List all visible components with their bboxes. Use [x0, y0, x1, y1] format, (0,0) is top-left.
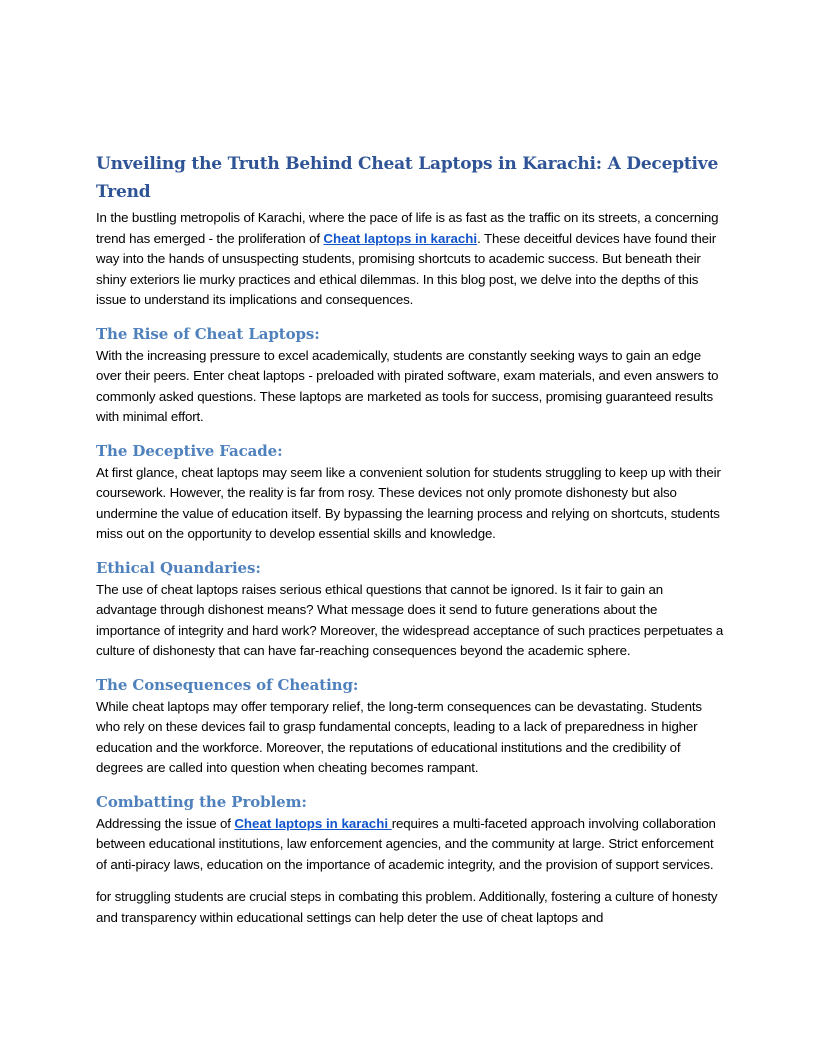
- intro-text-before: In the bustling metropolis of Karachi, where the pace of life is as fast as the traffic on its streets, a concerning trend has emerged - the proliferation of: [96, 210, 719, 246]
- combatting-text-before: Addressing the issue of: [96, 815, 235, 831]
- section-heading-consequences: The Consequences of Cheating:: [96, 675, 359, 694]
- section-heading-ethics: Ethical Quandaries:: [96, 558, 261, 577]
- intro-paragraph: [96, 208, 724, 311]
- combatting-continuation: for struggling students are crucial steps in combating this problem. Additionally, fostering a culture of honesty and transparency within educational settings can help deter the use of cheat laptops and: [96, 889, 718, 925]
- section-body-rise: With the increasing pressure to excel academically, students are constantly seeking ways to gain an edge over their peers. Enter cheat laptops - preloaded with pirated software, exam materials, and even answers to commonly asked questions. These laptops are marketed as tools for success, promising guaranteed results with minimal effort.: [96, 347, 719, 424]
- section-body-facade: At first glance, cheat laptops may seem like a convenient solution for students struggling to keep up with their coursework. However, the reality is far from rosy. These devices not only promote dishonesty but also undermine the value of education itself. By bypassing the learning process and relying on shortcuts, students miss out on the opportunity to develop essential skills and knowledge.: [96, 464, 721, 541]
- intro-text-after: . These deceitful devices have found their way into the hands of unsuspecting students, promising shortcuts to academic success. But beneath their shiny exteriors lie murky practices and ethical dilemmas. In this blog post, we delve into the depths of this issue to understand its implications and consequences.: [96, 230, 716, 307]
- page-title: Unveiling the Truth Behind Cheat Laptops in Karachi: A Deceptive Trend: [96, 154, 719, 202]
- section-heading-combatting: Combatting the Problem:: [96, 792, 307, 811]
- section-heading-facade: The Deceptive Facade:: [96, 441, 283, 460]
- document-page: [96, 150, 724, 928]
- section-body-consequences: While cheat laptops may offer temporary relief, the long-term consequences can be devastating. Students who rely on these devices fail to grasp fundamental concepts, leading to a lack of preparedness in higher education and the workforce. Moreover, the reputations of educational institutions and the credibility of degrees are called into question when cheating becomes rampant.: [96, 698, 702, 775]
- cheat-laptops-link[interactable]: Cheat laptops in karachi: [323, 230, 478, 246]
- section-body-ethics: The use of cheat laptops raises serious ethical questions that cannot be ignored. Is it fair to gain an advantage through dishonest means? What message does it send to future generations about the importance of integrity and hard work? Moreover, the widespread acceptance of such practices perpetuates a culture of dishonesty that can have far-reaching consequences beyond the academic sphere.: [96, 581, 724, 658]
- section-heading-rise: The Rise of Cheat Laptops:: [96, 324, 320, 343]
- combatting-text-after: requires a multi-faceted approach involving collaboration between educational institutions, law enforcement agencies, and the community at large. Strict enforcement of anti-piracy laws, education on the importance of academic integrity, and the provision of support services.: [96, 815, 716, 872]
- cheat-laptops-link-2[interactable]: Cheat laptops in karachi: [234, 815, 392, 831]
- section-body-combatting: [96, 814, 724, 876]
